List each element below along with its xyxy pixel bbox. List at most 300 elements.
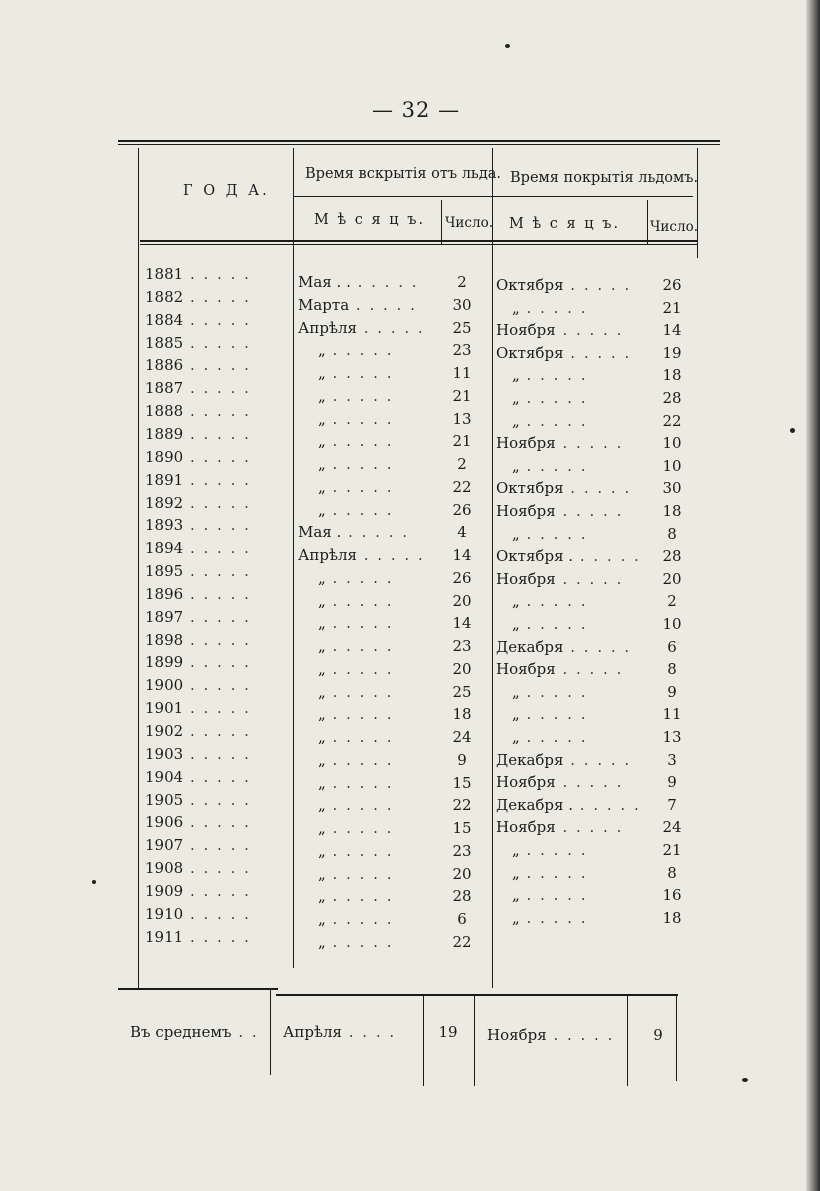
close-day-cell-text: 3 — [667, 751, 677, 769]
close-month-cell: „ . . . . . — [512, 728, 588, 746]
close-month-cell: „ . . . . . — [512, 615, 588, 633]
year-cell: 1907 . . . . . — [145, 836, 251, 854]
close-day-cell — [654, 885, 690, 905]
open-month-cell: „ . . . . . — [318, 865, 394, 883]
close-day-cell-text: 10 — [662, 615, 682, 633]
open-day-cell-text: 14 — [452, 546, 472, 564]
year-cell-text: 1887 — [145, 379, 184, 397]
close-month-cell-text: „ — [512, 683, 520, 701]
open-month-cell-text: „ — [318, 410, 326, 428]
open-month-cell: „ . . . . . — [318, 569, 394, 587]
close-month-cell: „ . . . . . — [512, 683, 588, 701]
close-month-cell: „ . . . . . — [512, 909, 588, 927]
open-month-cell: „ . . . . . — [318, 592, 394, 610]
open-day-cell — [444, 909, 480, 929]
year-cell: 1884 . . . . . — [145, 311, 251, 329]
top-rule-inner — [118, 144, 720, 145]
years-divider — [293, 148, 294, 968]
close-month-cell: Декабря . . . . . — [496, 638, 632, 656]
year-cell-text: 1886 — [145, 356, 184, 374]
open-day-cell-text: 23 — [452, 842, 472, 860]
open-day-cell-text: 15 — [452, 774, 472, 792]
year-cell: 1893 . . . . . — [145, 516, 251, 534]
close-month-cell: „ . . . . . — [512, 366, 588, 384]
year-cell: 1901 . . . . . — [145, 699, 251, 717]
open-day-cell — [444, 272, 480, 292]
year-cell-text: 1901 — [145, 699, 184, 717]
open-day-cell — [444, 568, 480, 588]
close-month-cell: „ . . . . . — [512, 592, 588, 610]
close-month-cell-text: „ — [512, 909, 520, 927]
year-cell-text: 1904 — [145, 768, 184, 786]
open-month-cell-text: „ — [318, 478, 326, 496]
open-month-cell-text: „ — [318, 796, 326, 814]
close-day-cell — [654, 750, 690, 770]
close-day-cell-text: 21 — [662, 299, 682, 317]
close-month-cell: Ноября . . . . . — [496, 773, 624, 791]
close-day-cell — [654, 840, 690, 860]
year-cell: 1896 . . . . . — [145, 585, 251, 603]
close-month-cell-text: „ — [512, 705, 520, 723]
page-number: — 32 — — [372, 98, 461, 122]
open-month-cell: „ . . . . . — [318, 614, 394, 632]
close-day-cell-text: 21 — [662, 841, 682, 859]
average-label: Въ среднемъ . . — [130, 1023, 259, 1041]
close-month-cell: Ноября . . . . . — [496, 502, 624, 520]
open-day-cell — [444, 932, 480, 952]
close-month-cell: Ноября . . . . . — [496, 660, 624, 678]
close-month-cell: „ . . . . . — [512, 841, 588, 859]
open-day-cell — [444, 454, 480, 474]
open-month-cell-text: „ — [318, 910, 326, 928]
close-month-cell-text: Ноября — [496, 570, 556, 588]
open-month-cell: „ . . . . . — [318, 683, 394, 701]
close-num-divider-header — [647, 200, 648, 245]
year-cell-text: 1894 — [145, 539, 184, 557]
open-day-cell-text: 30 — [452, 296, 472, 314]
close-month-cell-text: Ноября — [496, 321, 556, 339]
close-day-cell — [654, 863, 690, 883]
right-rule-top — [697, 148, 698, 258]
open-day-cell — [444, 818, 480, 838]
ink-speck — [92, 880, 96, 884]
year-cell: 1886 . . . . . — [145, 356, 251, 374]
close-day-cell-text: 9 — [667, 683, 677, 701]
year-cell-text: 1888 — [145, 402, 184, 420]
close-month-cell: „ . . . . . — [512, 299, 588, 317]
open-month-cell-text: „ — [318, 501, 326, 519]
close-month-cell-text: „ — [512, 615, 520, 633]
open-day-cell-text: 6 — [457, 910, 467, 928]
close-day-cell — [654, 275, 690, 295]
year-cell: 1897 . . . . . — [145, 608, 251, 626]
average-close-day: 9 — [653, 1026, 663, 1044]
close-day-cell-text: 8 — [667, 864, 677, 882]
opening-number-header: Число. — [445, 215, 493, 231]
open-month-cell: Мая . . . . . . . — [298, 273, 419, 291]
close-month-cell: „ . . . . . — [512, 389, 588, 407]
open-day-cell-text: 21 — [452, 432, 472, 450]
open-month-cell-text: „ — [318, 728, 326, 746]
year-cell: 1892 . . . . . — [145, 494, 251, 512]
open-month-cell-text: Мая . — [298, 523, 342, 541]
open-day-cell — [444, 431, 480, 451]
close-month-cell-text: „ — [512, 728, 520, 746]
close-month-cell-text: Декабря — [496, 751, 564, 769]
close-day-cell — [654, 524, 690, 544]
year-cell: 1908 . . . . . — [145, 859, 251, 877]
year-cell-text: 1892 — [145, 494, 184, 512]
open-month-cell-text: Мая . . — [298, 273, 351, 291]
open-month-cell: „ . . . . . — [318, 478, 394, 496]
close-day-cell — [654, 637, 690, 657]
year-cell-text: 1902 — [145, 722, 184, 740]
year-cell: 1889 . . . . . — [145, 425, 251, 443]
year-cell: 1899 . . . . . — [145, 653, 251, 671]
close-month-cell: „ . . . . . — [512, 525, 588, 543]
open-month-cell-text: „ — [318, 842, 326, 860]
open-day-cell-text: 22 — [452, 933, 472, 951]
open-day-cell — [444, 386, 480, 406]
close-month-cell-text: Ноября — [496, 818, 556, 836]
open-month-cell-text: „ — [318, 887, 326, 905]
year-cell-text: 1899 — [145, 653, 184, 671]
close-day-cell-text: 18 — [662, 502, 682, 520]
open-month-cell: „ . . . . . — [318, 432, 394, 450]
open-month-cell-text: „ — [318, 341, 326, 359]
open-month-cell: „ . . . . . — [318, 933, 394, 951]
year-cell: 1888 . . . . . — [145, 402, 251, 420]
open-day-cell-text: 23 — [452, 637, 472, 655]
open-month-cell-text: „ — [318, 705, 326, 723]
open-month-cell-text: „ — [318, 569, 326, 587]
average-close-month-text: Ноября — [487, 1026, 547, 1044]
open-month-cell-text: „ — [318, 432, 326, 450]
open-day-cell-text: 13 — [452, 410, 472, 428]
average-left-rule — [270, 990, 271, 1075]
open-month-cell: „ . . . . . — [318, 796, 394, 814]
open-day-cell — [444, 750, 480, 770]
year-cell: 1906 . . . . . — [145, 813, 251, 831]
close-month-cell-text: „ — [512, 389, 520, 407]
close-month-cell: „ . . . . . — [512, 412, 588, 430]
open-month-cell-text: „ — [318, 592, 326, 610]
close-day-cell — [654, 478, 690, 498]
average-open-month-text: Апрѣля — [283, 1023, 342, 1041]
year-cell: 1904 . . . . . — [145, 768, 251, 786]
bottom-rule-right — [276, 994, 678, 996]
close-month-cell: Декабря . . . . . . — [496, 796, 641, 814]
open-month-cell: „ . . . . . — [318, 887, 394, 905]
open-close-divider — [492, 148, 493, 988]
open-month-cell: Марта . . . . . — [298, 296, 417, 314]
close-month-cell-text: Октября — [496, 344, 564, 362]
year-cell: 1898 . . . . . — [145, 631, 251, 649]
close-month-cell: Октября . . . . . — [496, 344, 632, 362]
closing-number-header: Число. — [650, 219, 698, 235]
header-rule — [140, 240, 698, 242]
average-divider-2 — [474, 996, 475, 1086]
close-day-cell-text: 19 — [662, 344, 682, 362]
open-month-cell: „ . . . . . — [318, 501, 394, 519]
open-month-cell-text: „ — [318, 683, 326, 701]
close-month-cell-text: Ноября — [496, 660, 556, 678]
year-cell: 1882 . . . . . — [145, 288, 251, 306]
open-month-cell: Апрѣля . . . . . — [298, 319, 425, 337]
open-month-cell: „ . . . . . — [318, 660, 394, 678]
close-day-cell — [654, 817, 690, 837]
open-month-cell: „ . . . . . — [318, 364, 394, 382]
year-cell-text: 1900 — [145, 676, 184, 694]
close-month-cell: Ноября . . . . . — [496, 321, 624, 339]
left-rule — [138, 148, 139, 988]
close-day-cell-text: 8 — [667, 525, 677, 543]
open-month-cell-text: „ — [318, 865, 326, 883]
close-month-cell: Октября . . . . . — [496, 276, 632, 294]
open-month-cell-text: „ — [318, 933, 326, 951]
closing-month-header: М ѣ с я ц ъ. — [509, 216, 621, 232]
close-day-cell-text: 10 — [662, 434, 682, 452]
opening-header: Время вскрытія отъ льда. — [305, 166, 502, 182]
open-month-cell: „ . . . . . — [318, 774, 394, 792]
year-cell-text: 1906 — [145, 813, 184, 831]
open-month-cell: „ . . . . . — [318, 751, 394, 769]
close-day-cell — [654, 298, 690, 318]
open-month-cell-text: „ — [318, 819, 326, 837]
open-day-cell — [444, 318, 480, 338]
year-cell-text: 1881 — [145, 265, 184, 283]
open-day-cell-text: 26 — [452, 501, 472, 519]
open-day-cell-text: 14 — [452, 614, 472, 632]
open-month-cell-text: „ — [318, 614, 326, 632]
close-month-cell: Ноября . . . . . — [496, 434, 624, 452]
ink-speck — [790, 428, 795, 433]
open-day-cell — [444, 545, 480, 565]
close-month-cell: Декабря . . . . . — [496, 751, 632, 769]
close-month-cell-text: Октября — [496, 276, 564, 294]
close-day-cell-text: 24 — [662, 818, 682, 836]
open-day-cell-text: 20 — [452, 592, 472, 610]
close-month-cell-text: Октября . — [496, 547, 574, 565]
year-cell-text: 1907 — [145, 836, 184, 854]
average-divider-1 — [423, 996, 424, 1086]
close-day-cell-text: 26 — [662, 276, 682, 294]
year-cell: 1891 . . . . . — [145, 471, 251, 489]
close-day-cell — [654, 772, 690, 792]
close-day-cell — [654, 682, 690, 702]
open-month-cell: Апрѣля . . . . . — [298, 546, 425, 564]
close-day-cell-text: 8 — [667, 660, 677, 678]
open-day-cell — [444, 773, 480, 793]
year-cell-text: 1897 — [145, 608, 184, 626]
close-day-cell-text: 14 — [662, 321, 682, 339]
open-day-cell-text: 25 — [452, 683, 472, 701]
year-cell-text: 1885 — [145, 334, 184, 352]
subheader-rule — [293, 196, 693, 197]
year-cell-text: 1910 — [145, 905, 184, 923]
year-cell: 1885 . . . . . — [145, 334, 251, 352]
year-cell: 1881 . . . . . — [145, 265, 251, 283]
close-day-cell — [654, 704, 690, 724]
open-day-cell-text: 28 — [452, 887, 472, 905]
close-day-cell — [654, 433, 690, 453]
open-month-cell: Мая . . . . . . — [298, 523, 409, 541]
close-day-cell-text: 20 — [662, 570, 682, 588]
close-month-cell: Октября . . . . . . — [496, 547, 641, 565]
open-day-cell-text: 22 — [452, 478, 472, 496]
year-cell: 1895 . . . . . — [145, 562, 251, 580]
opening-month-header: М ѣ с я ц ъ. — [314, 212, 426, 228]
year-cell-text: 1898 — [145, 631, 184, 649]
open-day-cell — [444, 409, 480, 429]
close-month-cell-text: Октября — [496, 479, 564, 497]
year-cell: 1903 . . . . . — [145, 745, 251, 763]
close-month-cell-text: „ — [512, 299, 520, 317]
close-day-cell-text: 9 — [667, 773, 677, 791]
open-day-cell — [444, 340, 480, 360]
average-right-rule — [676, 996, 677, 1081]
close-day-cell — [654, 546, 690, 566]
bottom-rule-left — [118, 988, 278, 990]
close-day-cell-text: 28 — [662, 547, 682, 565]
years-header: Г О Д А. — [183, 183, 270, 199]
close-month-cell: „ . . . . . — [512, 864, 588, 882]
open-day-cell-text: 20 — [452, 660, 472, 678]
year-cell-text: 1903 — [145, 745, 184, 763]
close-day-cell — [654, 591, 690, 611]
close-day-cell-text: 11 — [662, 705, 682, 723]
open-day-cell — [444, 659, 480, 679]
close-month-cell-text: „ — [512, 412, 520, 430]
close-day-cell — [654, 411, 690, 431]
year-cell: 1909 . . . . . — [145, 882, 251, 900]
open-day-cell-text: 24 — [452, 728, 472, 746]
close-month-cell: Ноября . . . . . — [496, 818, 624, 836]
open-day-cell — [444, 704, 480, 724]
close-day-cell-text: 2 — [667, 592, 677, 610]
header-rule-inner — [140, 244, 698, 245]
open-month-cell: „ . . . . . — [318, 910, 394, 928]
year-cell: 1894 . . . . . — [145, 539, 251, 557]
open-day-cell-text: 11 — [452, 364, 472, 382]
open-month-cell: „ . . . . . — [318, 637, 394, 655]
average-label-text: Въ среднемъ — [130, 1023, 232, 1041]
open-day-cell-text: 2 — [457, 455, 467, 473]
open-month-cell-text: „ — [318, 637, 326, 655]
open-month-cell: „ . . . . . — [318, 341, 394, 359]
open-day-cell — [444, 864, 480, 884]
close-day-cell — [654, 456, 690, 476]
average-open-day: 19 — [438, 1023, 458, 1041]
open-day-cell-text: 20 — [452, 865, 472, 883]
close-day-cell — [654, 795, 690, 815]
open-month-cell: „ . . . . . — [318, 410, 394, 428]
open-day-cell — [444, 363, 480, 383]
open-day-cell-text: 4 — [457, 523, 467, 541]
open-day-cell — [444, 477, 480, 497]
open-month-cell-text: „ — [318, 364, 326, 382]
average-close-month: Ноября . . . . . — [487, 1026, 615, 1044]
close-day-cell — [654, 388, 690, 408]
year-cell: 1910 . . . . . — [145, 905, 251, 923]
close-day-cell — [654, 365, 690, 385]
year-cell: 1900 . . . . . — [145, 676, 251, 694]
close-month-cell-text: „ — [512, 592, 520, 610]
close-day-cell-text: 28 — [662, 389, 682, 407]
year-cell-text: 1889 — [145, 425, 184, 443]
close-month-cell-text: „ — [512, 457, 520, 475]
close-day-cell — [654, 659, 690, 679]
close-month-cell: Октября . . . . . — [496, 479, 632, 497]
page-edge — [806, 0, 820, 1191]
close-month-cell: „ . . . . . — [512, 457, 588, 475]
open-month-cell: „ . . . . . — [318, 842, 394, 860]
year-cell-text: 1896 — [145, 585, 184, 603]
close-month-cell-text: Ноября — [496, 773, 556, 791]
open-day-cell — [444, 727, 480, 747]
open-day-cell-text: 2 — [457, 273, 467, 291]
open-day-cell — [444, 841, 480, 861]
open-month-cell-text: Апрѣля — [298, 319, 357, 337]
close-day-cell — [654, 501, 690, 521]
open-day-cell-text: 15 — [452, 819, 472, 837]
close-month-cell: „ . . . . . — [512, 705, 588, 723]
close-day-cell — [654, 320, 690, 340]
close-day-cell-text: 18 — [662, 909, 682, 927]
open-month-cell-text: „ — [318, 660, 326, 678]
close-day-cell — [654, 569, 690, 589]
open-day-cell-text: 26 — [452, 569, 472, 587]
year-cell: 1902 . . . . . — [145, 722, 251, 740]
open-month-cell-text: „ — [318, 387, 326, 405]
close-month-cell-text: „ — [512, 886, 520, 904]
year-cell-text: 1893 — [145, 516, 184, 534]
open-day-cell-text: 9 — [457, 751, 467, 769]
close-day-cell-text: 10 — [662, 457, 682, 475]
close-day-cell-text: 6 — [667, 638, 677, 656]
close-day-cell-text: 18 — [662, 366, 682, 384]
open-day-cell-text: 25 — [452, 319, 472, 337]
year-cell-text: 1882 — [145, 288, 184, 306]
year-cell-text: 1895 — [145, 562, 184, 580]
year-cell-text: 1891 — [145, 471, 184, 489]
close-day-cell-text: 16 — [662, 886, 682, 904]
close-month-cell-text: „ — [512, 841, 520, 859]
close-day-cell — [654, 614, 690, 634]
year-cell: 1905 . . . . . — [145, 791, 251, 809]
close-day-cell-text: 30 — [662, 479, 682, 497]
ink-speck — [505, 44, 510, 48]
close-month-cell-text: Ноября — [496, 502, 556, 520]
close-day-cell-text: 22 — [662, 412, 682, 430]
year-cell-text: 1909 — [145, 882, 184, 900]
close-day-cell-text: 13 — [662, 728, 682, 746]
open-day-cell — [444, 886, 480, 906]
close-day-cell-text: 7 — [667, 796, 677, 814]
year-cell-text: 1890 — [145, 448, 184, 466]
open-num-divider-header — [441, 200, 442, 245]
open-day-cell — [444, 500, 480, 520]
closing-header: Время покрытія льдомъ. — [510, 170, 699, 186]
year-cell: 1890 . . . . . — [145, 448, 251, 466]
close-month-cell-text: Декабря — [496, 638, 564, 656]
open-day-cell-text: 23 — [452, 341, 472, 359]
open-day-cell — [444, 636, 480, 656]
close-month-cell: „ . . . . . — [512, 886, 588, 904]
year-cell-text: 1905 — [145, 791, 184, 809]
average-divider-3 — [627, 996, 628, 1086]
close-month-cell: Ноября . . . . . — [496, 570, 624, 588]
